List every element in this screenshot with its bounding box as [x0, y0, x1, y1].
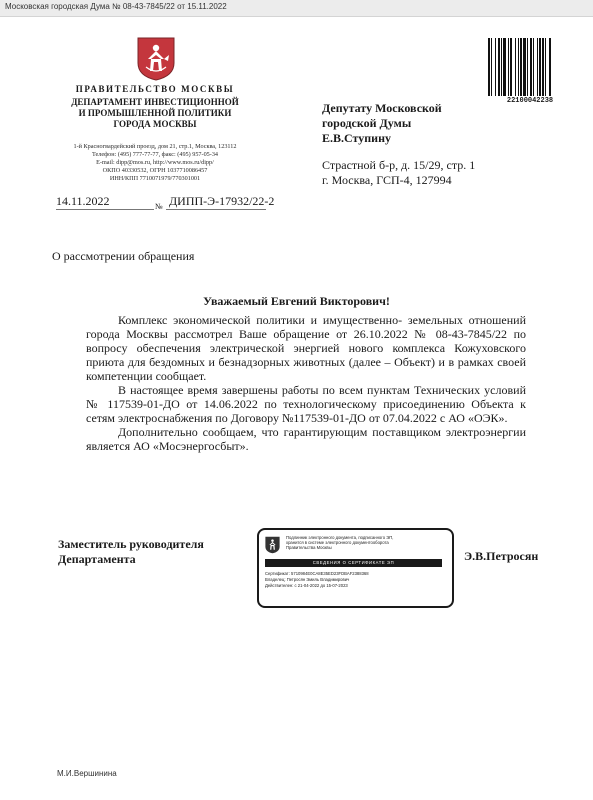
stamp-certificate-details [265, 571, 445, 589]
moscow-coat-of-arms-icon [137, 37, 175, 81]
window-title-bar [0, 0, 593, 17]
recipient-address-line: г. Москва, ГСП-4, 127994 [322, 173, 452, 187]
certificate-line: Действителен: с 21-04-2022 до 15-07-2023 [265, 583, 348, 588]
stamp-header-line: хранится в системе электронного документооборота [286, 540, 389, 545]
stamp-header [286, 535, 446, 550]
barcode-icon [487, 38, 567, 96]
letter-greeting: Уважаемый Евгений Викторович! [203, 294, 390, 308]
address-line: ИНН/КПП 7710071979/770301001 [109, 175, 201, 182]
letter-body [86, 313, 526, 453]
address-line: Телефон: (495) 777-77-77, факс: (495) 957-05-34 [91, 151, 219, 158]
sender-address [55, 143, 255, 183]
signatory-name: Э.В.Петросян [464, 549, 539, 563]
department-name [55, 97, 255, 130]
department-line: ГОРОДА МОСКВЫ [113, 119, 197, 129]
certificate-line: Владелец: Петросян Эмиль Владимирович [265, 577, 350, 582]
signatory-title-line: Заместитель руководителя [58, 537, 204, 551]
date-underline [56, 209, 154, 210]
stamp-coat-of-arms-icon [265, 536, 280, 554]
registration-number: ДИПП-Э-17932/22-2 [169, 194, 275, 208]
number-underline [166, 209, 266, 210]
letter-subject: О рассмотрении обращения [52, 249, 195, 263]
government-name: ПРАВИТЕЛЬСТВО МОСКВЫ [75, 84, 235, 94]
recipient-line: Е.В.Ступину [322, 131, 391, 145]
recipient-address-line: Страстной б-р, д. 15/29, стр. 1 [322, 158, 476, 172]
address-line: 1-й Красногвардейский проезд, дом 21, стр.1, Москва, 123112 [73, 143, 237, 150]
certificate-line: Сертификат: 5710984E0CA8E35ED23FDBAF2388368 [265, 571, 369, 576]
stamp-header-line: Правительства Москвы [286, 545, 332, 550]
body-paragraph: Дополнительно сообщаем, что гарантирующим поставщиком электроэнергии является АО «Мосэнергосбыт». [86, 425, 526, 453]
document-page [0, 17, 593, 800]
executor-name: М.И.Вершинина [57, 769, 117, 778]
body-paragraph: Комплекс экономической политики и имущественно- земельных отношений города Москвы рассмотрел Ваше обращение от 26.10.2022 № 08-43-7845/22 по вопросу обеспечения электрической энергией нового комплекса Кожуховского приюта для бездомных и безнадзорных животных (далее – Объект) и в рамках своей компетенции сообщает. [86, 313, 526, 383]
signatory-title-line: Департамента [58, 552, 136, 566]
department-line: ДЕПАРТАМЕНТ ИНВЕСТИЦИОННОЙ [71, 97, 239, 107]
registration-date: 14.11.2022 [56, 194, 110, 208]
stamp-certificate-bar: СВЕДЕНИЯ О СЕРТИФИКАТЕ ЭП [265, 559, 442, 567]
barcode-number: 22100042238 [506, 97, 554, 105]
recipient-line: городской Думы [322, 116, 412, 130]
window-title: Московская городская Дума № 08-43-7845/22 от 15.11.2022 [5, 2, 227, 11]
electronic-signature-stamp [257, 528, 454, 608]
recipient [322, 101, 572, 146]
recipient-address [322, 158, 572, 188]
number-sign: № [155, 202, 163, 211]
body-paragraph: В настоящее время завершены работы по всем пунктам Технических условий № 117539-01-ДО от 14.06.2022 по технологическому присоединению Объекта к сетям электроснабжения по Договору №117539-01-ДО от 07.04.2022 с АО «ОЭК». [86, 383, 526, 425]
department-line: И ПРОМЫШЛЕННОЙ ПОЛИТИКИ [78, 108, 232, 118]
address-line: ОКПО 40330532, ОГРН 1037710086457 [102, 167, 208, 174]
signatory-title [58, 537, 204, 567]
stamp-header-line: Подлинник электронного документа, подписанного ЭП, [286, 535, 394, 540]
address-line: E-mail: dipp@mos.ru, http://www.mos.ru/dipp/ [96, 159, 214, 166]
recipient-line: Депутату Московской [322, 101, 442, 115]
